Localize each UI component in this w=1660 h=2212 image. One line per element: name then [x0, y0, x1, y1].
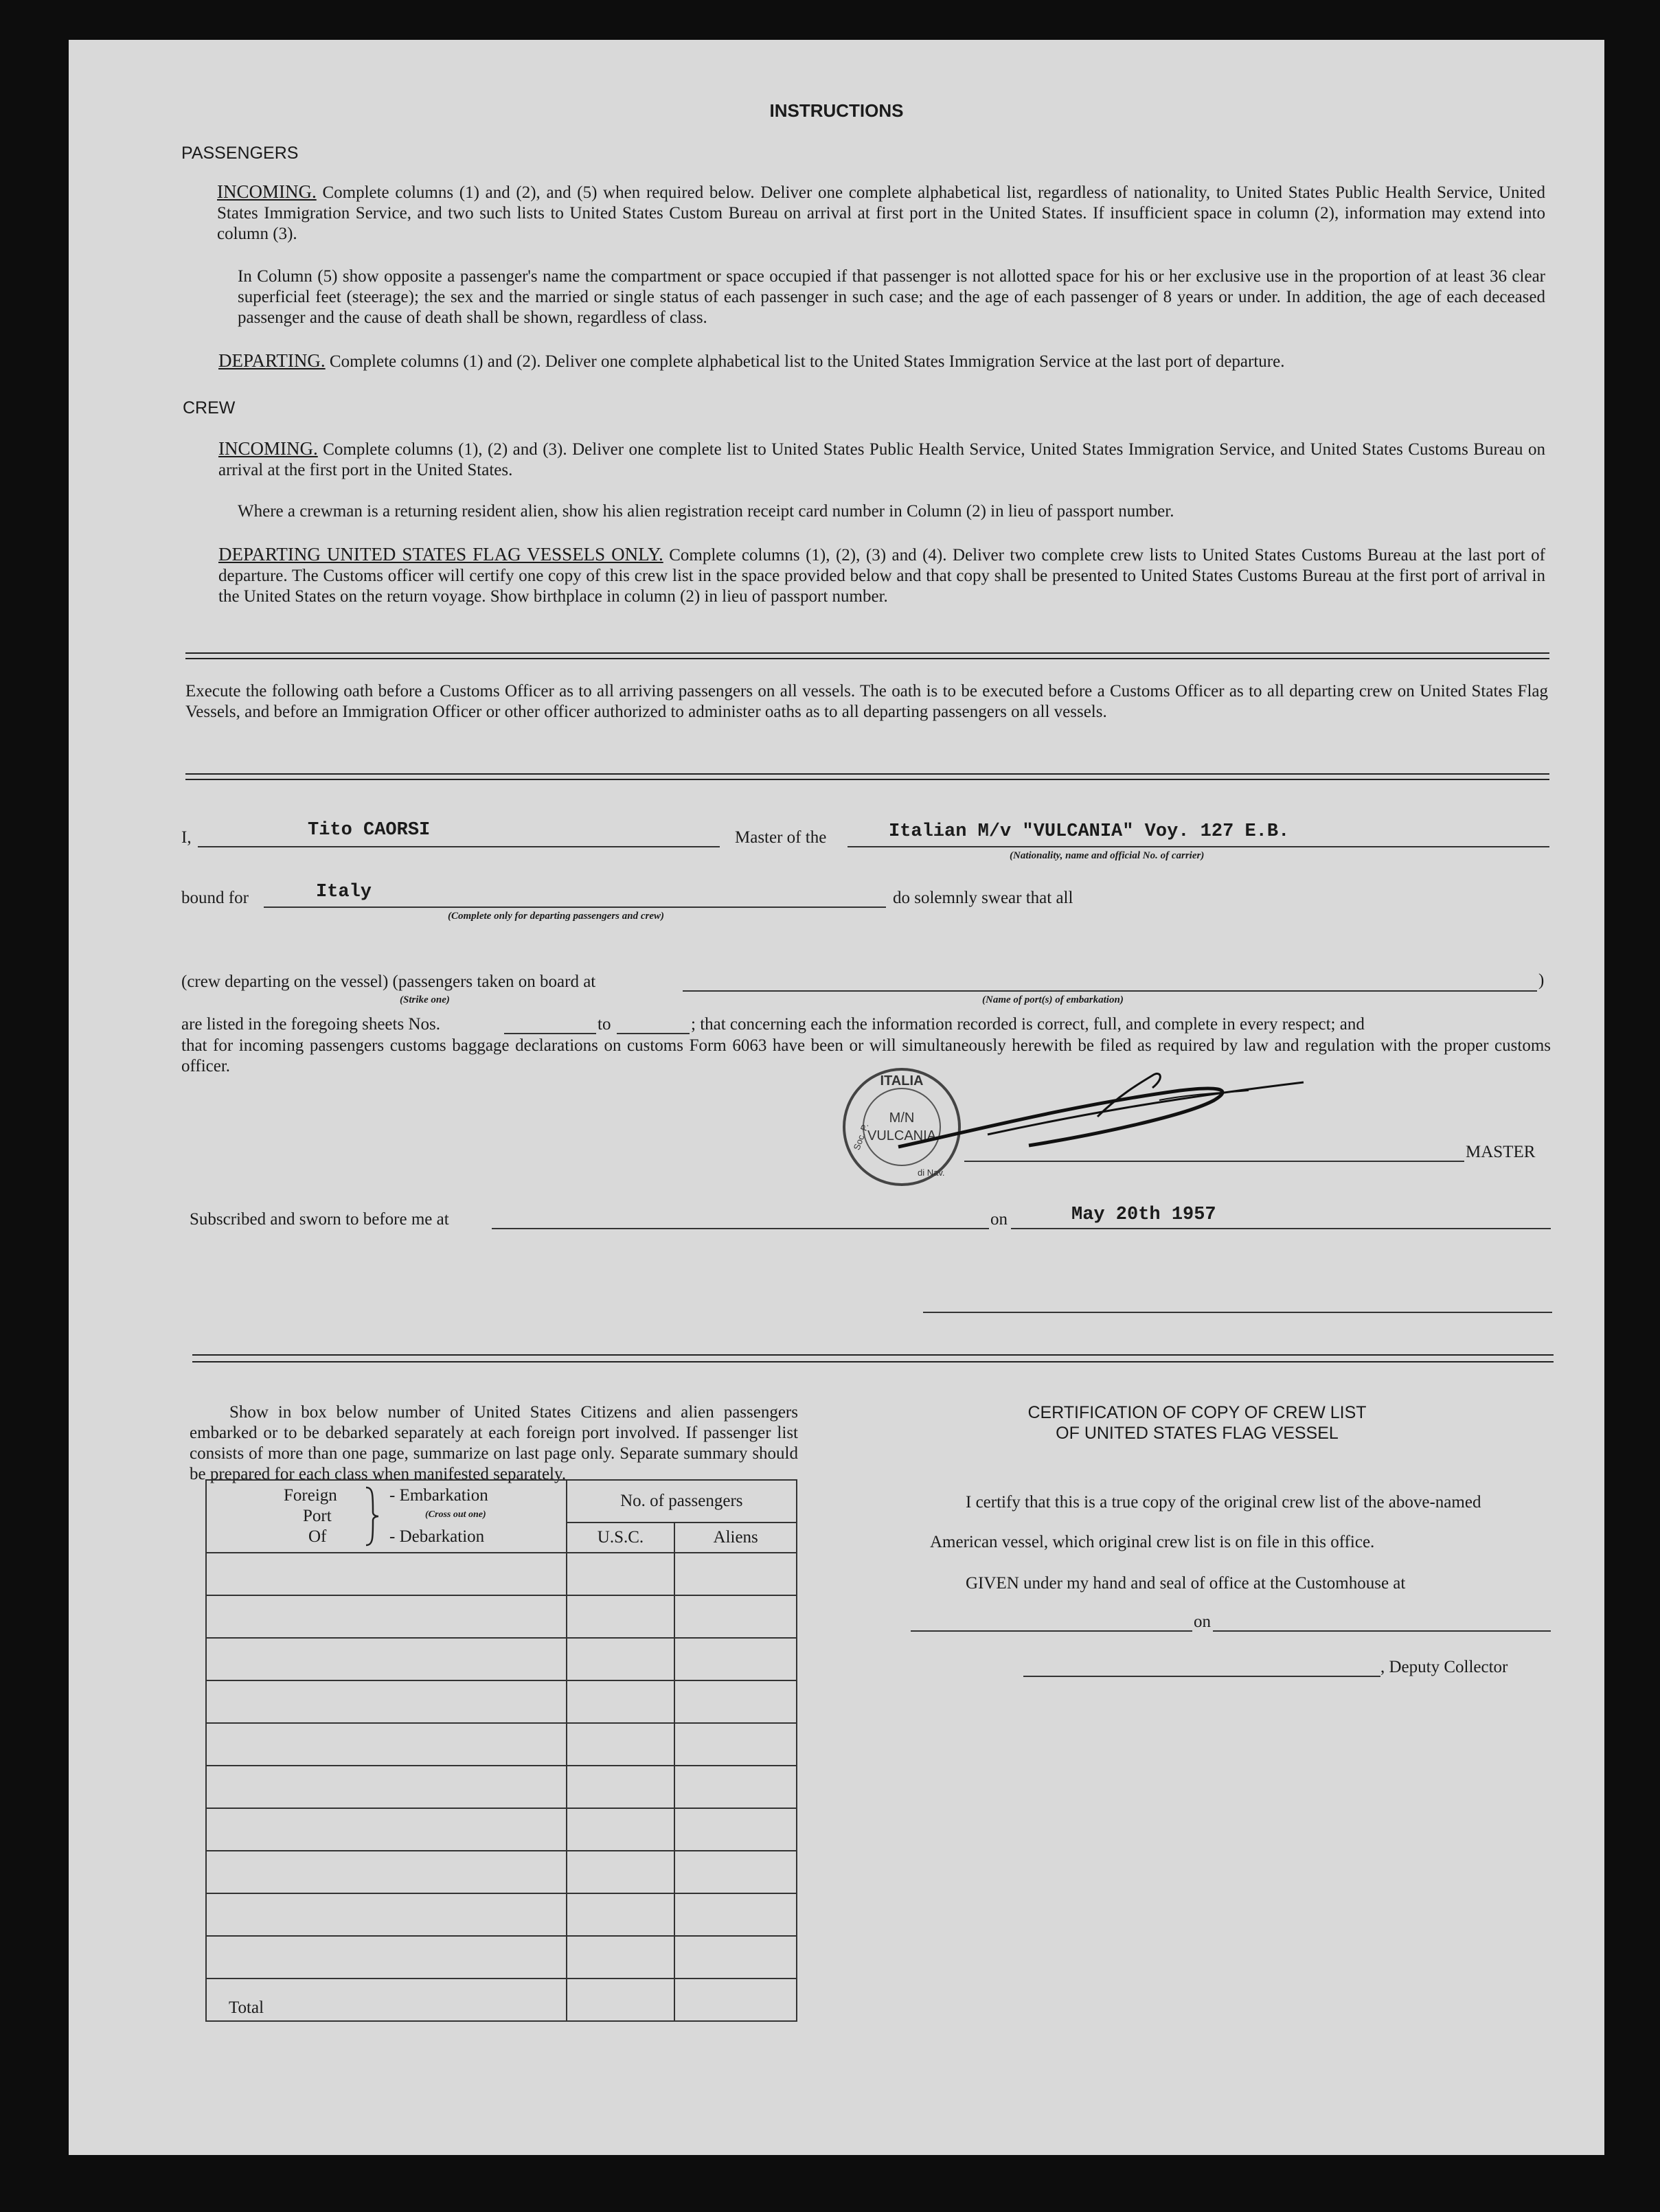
- divider: [192, 1354, 1554, 1356]
- aliens-cell[interactable]: [674, 1893, 797, 1936]
- passengers-incoming-label: INCOMING.: [217, 181, 317, 202]
- table-row: [206, 1766, 797, 1808]
- foreign-port-header: [206, 1480, 567, 1553]
- table-row: [206, 1936, 797, 1979]
- deputy-signature-line: [1023, 1676, 1380, 1677]
- port-cell[interactable]: [206, 1893, 567, 1936]
- summary-instructions: Show in box below number of United States Citizens and alien passengers embarked or to be debarked separately at each foreign port involved. If passenger list consists of more than one page, summarize on last page only. Separate summary should be prepared for each class when manifested separately.: [190, 1403, 798, 1483]
- crew-departing-label: DEPARTING UNITED STATES FLAG VESSELS ONLY.: [218, 544, 663, 565]
- master-signature: [891, 1063, 1331, 1159]
- usc-cell[interactable]: [567, 1638, 675, 1680]
- cross-out-caption: (Cross out one): [425, 1509, 486, 1520]
- crew-incoming-paragraph: [218, 438, 1545, 481]
- document-page: [69, 40, 1604, 2155]
- table-row: [206, 1723, 797, 1766]
- table-row: [206, 1851, 797, 1893]
- table-row: [206, 1680, 797, 1723]
- customhouse-place-line: [911, 1630, 1192, 1632]
- aliens-cell[interactable]: [674, 1723, 797, 1766]
- port-cell[interactable]: [206, 1595, 567, 1638]
- divider: [185, 658, 1549, 659]
- table-row: [206, 1638, 797, 1680]
- certification-title-line-1: CERTIFICATION OF COPY OF CREW LIST: [1027, 1403, 1367, 1422]
- total-row: [206, 1979, 797, 2021]
- subscribed-on-label: on: [990, 1210, 1008, 1229]
- usc-cell[interactable]: [567, 1936, 675, 1979]
- port-cell[interactable]: [206, 1723, 567, 1766]
- port-label: Port: [303, 1507, 332, 1525]
- certification-title-line-2: OF UNITED STATES FLAG VESSEL: [1056, 1424, 1339, 1443]
- usc-cell[interactable]: [567, 1808, 675, 1851]
- carrier-caption: (Nationality, name and official No. of carrier): [1010, 850, 1205, 861]
- oath-i-label: I,: [181, 828, 192, 847]
- port-cell[interactable]: [206, 1936, 567, 1979]
- date-line: [1011, 1228, 1551, 1229]
- master-name-line: [198, 846, 720, 847]
- subscribed-label: Subscribed and sworn to before me at: [190, 1210, 449, 1229]
- certification-date-line: [1213, 1630, 1551, 1632]
- certification-line-1: I certify that this is a true copy of the original crew list of the above-named: [966, 1493, 1481, 1512]
- stamp-mn-text: M/N: [889, 1110, 915, 1126]
- port-cell[interactable]: [206, 1638, 567, 1680]
- passengers-column5-paragraph: In Column (5) show opposite a passenger's name the compartment or space occupied if that passenger is not allotted space for his or her exclusive use in the proportion of at least 36 clear superficial feet (steerage); the sex and the married or single status of each passenger in such case; and the age of each passenger of 8 years or under. In addition, the age of each deceased passenger and the cause of death shall be shown, regardless of class.: [238, 267, 1545, 327]
- page-title: INSTRUCTIONS: [769, 100, 904, 121]
- divider: [192, 1361, 1554, 1362]
- divider: [185, 779, 1549, 780]
- passenger-summary-table: [205, 1479, 797, 2022]
- certification-on-label: on: [1194, 1612, 1211, 1631]
- strike-caption: (Strike one): [400, 994, 450, 1005]
- bound-caption: (Complete only for departing passengers and crew): [448, 911, 664, 922]
- certification-given: GIVEN under my hand and seal of office at the Customhouse at: [966, 1574, 1406, 1593]
- divider: [185, 773, 1549, 775]
- listed-text-2: that for incoming passengers customs baggage declarations on customs Form 6063 have been or will simultaneously herewith be filed as required by law and regulation with the proper customs officer.: [181, 1036, 1551, 1075]
- bound-for-value[interactable]: Italy: [316, 882, 372, 902]
- usc-cell[interactable]: [567, 1680, 675, 1723]
- port-cell[interactable]: [206, 1553, 567, 1595]
- deputy-collector-label: , Deputy Collector: [1380, 1658, 1508, 1676]
- close-paren: ): [1538, 971, 1545, 990]
- usc-cell[interactable]: [567, 1595, 675, 1638]
- aliens-header: Aliens: [674, 1523, 797, 1553]
- table-row: [206, 1595, 797, 1638]
- of-label: Of: [308, 1527, 327, 1546]
- aliens-cell[interactable]: [674, 1680, 797, 1723]
- aliens-cell[interactable]: [674, 1638, 797, 1680]
- aliens-cell[interactable]: [674, 1808, 797, 1851]
- bound-for-line: [264, 907, 886, 908]
- certification-title: [915, 1402, 1479, 1444]
- passengers-departing-paragraph: [218, 350, 1545, 372]
- divider: [185, 652, 1549, 654]
- stamp-right-text: di Nav.: [918, 1167, 945, 1178]
- master-of-label: Master of the: [735, 828, 827, 847]
- passengers-departing-label: DEPARTING.: [218, 350, 326, 371]
- sheet-to-line: [617, 1033, 690, 1034]
- ports-line: [683, 990, 1537, 992]
- stamp-left-text: Soc. P.: [851, 1121, 871, 1152]
- aliens-cell[interactable]: [674, 1766, 797, 1808]
- officer-signature-line: [923, 1312, 1552, 1313]
- usc-total-cell[interactable]: [567, 1979, 675, 2021]
- table-row: [206, 1553, 797, 1595]
- embarkation-label: - Embarkation: [389, 1486, 488, 1505]
- crew-departing-text: (crew departing on the vessel) (passengers taken on board at: [181, 972, 596, 991]
- usc-cell[interactable]: [567, 1851, 675, 1893]
- usc-cell[interactable]: [567, 1766, 675, 1808]
- bound-for-label: bound for: [181, 889, 249, 907]
- debarkation-label: - Debarkation: [389, 1527, 485, 1546]
- usc-cell[interactable]: [567, 1723, 675, 1766]
- table-row: [206, 1808, 797, 1851]
- passengers-heading: PASSENGERS: [181, 144, 299, 163]
- master-signature-line: [964, 1161, 1464, 1162]
- usc-header: U.S.C.: [567, 1523, 675, 1553]
- port-cell[interactable]: [206, 1851, 567, 1893]
- master-label: MASTER: [1466, 1143, 1536, 1161]
- brace-icon: [363, 1485, 380, 1548]
- listed-prefix: are listed in the foregoing sheets Nos.: [181, 1015, 440, 1034]
- aliens-cell[interactable]: [674, 1553, 797, 1595]
- crew-departing-text: Complete columns (1), (2), (3) and (4). Deliver two complete crew lists to United States Customs Bureau at the last port of departure. The Customs officer will certify one copy of this crew list in the space provided below and that copy shall be presented to United States Customs Bureau at the first port of arrival in the United States on the return voyage. Show birthplace in column (2) in lieu of passport number.: [218, 546, 1545, 606]
- foreign-label: Foreign: [284, 1486, 337, 1505]
- master-name-value[interactable]: Tito CAORSI: [308, 820, 431, 841]
- passengers-departing-text: Complete columns (1) and (2). Deliver one complete alphabetical list to the United States Immigration Service at the last port of departure.: [329, 352, 1285, 371]
- crew-resident-paragraph: Where a crewman is a returning resident alien, show his alien registration receipt card number in Column (2) in lieu of passport number.: [238, 502, 1174, 521]
- sheet-from-line: [504, 1033, 596, 1034]
- aliens-total-cell[interactable]: [674, 1979, 797, 2021]
- table-row: [206, 1893, 797, 1936]
- crew-departing-paragraph: [218, 544, 1545, 607]
- aliens-cell[interactable]: [674, 1851, 797, 1893]
- certification-line-2: American vessel, which original crew list is on file in this office.: [930, 1533, 1375, 1551]
- aliens-cell[interactable]: [674, 1595, 797, 1638]
- stamp-top-text: ITALIA: [880, 1073, 924, 1088]
- port-cell[interactable]: [206, 1766, 567, 1808]
- date-value[interactable]: May 20th 1957: [1071, 1205, 1216, 1225]
- usc-cell[interactable]: [567, 1553, 675, 1595]
- stamp-vulcania-text: VULCANIA: [867, 1128, 937, 1143]
- crew-incoming-label: INCOMING.: [218, 438, 318, 459]
- ports-caption: (Name of port(s) of embarkation): [982, 994, 1124, 1005]
- carrier-line: [848, 846, 1549, 847]
- crew-incoming-text: Complete columns (1), (2) and (3). Deliver one complete list to United States Public Health Service, United States Immigration Service, and United States Customs Bureau on arrival at the first port in the United States.: [218, 440, 1545, 479]
- carrier-value[interactable]: Italian M/v "VULCANIA" Voy. 127 E.B.: [889, 821, 1290, 842]
- passengers-incoming-paragraph: [217, 181, 1545, 244]
- to-label: to: [598, 1015, 611, 1034]
- swear-text: do solemnly swear that all: [893, 889, 1073, 907]
- total-label: Total: [206, 1979, 567, 2021]
- no-of-passengers-header: No. of passengers: [567, 1480, 797, 1523]
- port-cell[interactable]: [206, 1680, 567, 1723]
- listed-suffix: ; that concerning each the information recorded is correct, full, and complete in every respect; and: [691, 1015, 1365, 1034]
- oath-instructions: Execute the following oath before a Customs Officer as to all arriving passengers on all vessels. The oath is to be executed before a Customs Officer as to all departing crew on United States Flag Vessels, and before an Immigration Officer or other officer authorized to administer oaths as to all departing passengers on all vessels.: [185, 682, 1548, 721]
- crew-heading: CREW: [183, 398, 236, 418]
- port-cell[interactable]: [206, 1808, 567, 1851]
- usc-cell[interactable]: [567, 1893, 675, 1936]
- passengers-incoming-text: Complete columns (1) and (2), and (5) when required below. Deliver one complete alphabetical list, regardless of nationality, to United States Public Health Service, United States Immigration Service, and two such lists to United States Custom Bureau on arrival at first port in the United States. If insufficient space in column (2), information may extend into column (3).: [217, 183, 1546, 243]
- subscribed-place-line: [492, 1228, 989, 1229]
- aliens-cell[interactable]: [674, 1936, 797, 1979]
